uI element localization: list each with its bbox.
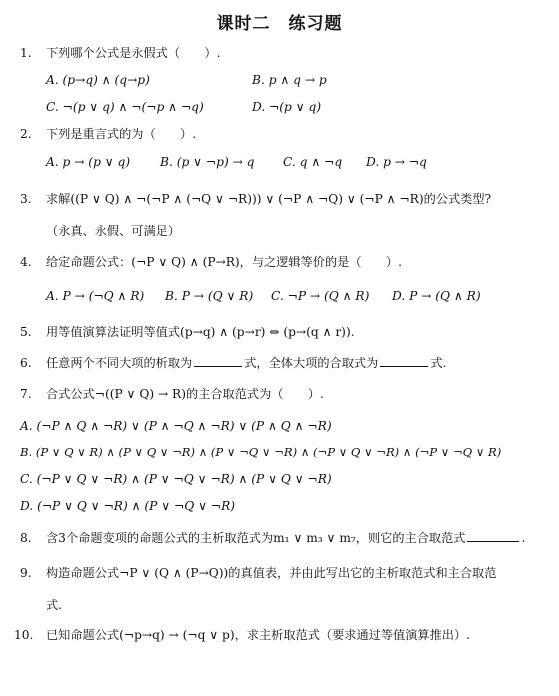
- question-number: 4.: [20, 255, 32, 269]
- q4-option-c: C. ¬P → (Q ∧ R): [271, 289, 370, 303]
- question-number: 5.: [20, 325, 32, 339]
- question-8: [20, 530, 525, 546]
- question-number: 6.: [20, 356, 32, 370]
- question-3: [20, 191, 491, 207]
- question-number: 2.: [20, 127, 32, 141]
- q7-option-b: B. (P ∨ Q ∨ R) ∧ (P ∨ Q ∨ ¬R) ∧ (P ∨ ¬Q ∨ ¬R) ∧ (¬P ∨ Q ∨ ¬R) ∧ (¬P ∨ ¬Q ∨ R): [20, 445, 502, 459]
- answer-blank[interactable]: [194, 355, 242, 367]
- question-number: 8.: [20, 531, 32, 545]
- q1-option-a: A. (p→q) ∧ (q→p): [46, 73, 150, 87]
- question-9: [20, 565, 496, 581]
- question-1: [20, 45, 221, 61]
- q4-option-a: A. P → (¬Q ∧ R): [46, 289, 145, 303]
- question-5: [20, 324, 355, 340]
- question-10: [14, 627, 470, 643]
- question-stem-part: 任意两个不同大项的析取为: [46, 356, 193, 370]
- q4-option-d: D. P → (Q ∧ R): [392, 289, 481, 303]
- q2-option-d: D. p → ¬q: [366, 155, 427, 169]
- question-stem: 给定命题公式：(¬P ∨ Q) ∧ (P→R)，与之逻辑等价的是（ ）.: [46, 255, 402, 269]
- q1-option-c: C. ¬(p ∨ q) ∧ ¬(¬p ∧ ¬q): [46, 100, 204, 114]
- question-stem: 已知命题公式(¬p→q) → (¬q ∨ p)，求主析取范式（要求通过等值演算推出）.: [46, 628, 471, 642]
- question-stem-part: 式，全体大项的合取式为: [244, 356, 379, 370]
- q7-option-d: D. (¬P ∨ Q ∨ ¬R) ∧ (P ∨ ¬Q ∨ ¬R): [20, 499, 236, 513]
- question-6: [20, 355, 446, 371]
- q9-continuation: 式.: [46, 598, 63, 612]
- answer-blank[interactable]: [467, 530, 519, 542]
- question-number: 1.: [20, 46, 32, 60]
- q2-option-b: B. (p ∨ ¬p) → q: [160, 155, 255, 169]
- q7-option-c: C. (¬P ∨ Q ∨ ¬R) ∧ (P ∨ ¬Q ∨ ¬R) ∧ (P ∨ Q ∨ ¬R): [20, 472, 332, 486]
- q1-option-b: B. p ∧ q → p: [252, 73, 327, 87]
- q4-option-b: B. P → (Q ∨ R): [165, 289, 254, 303]
- q7-option-a: A. (¬P ∧ Q ∧ ¬R) ∨ (P ∧ ¬Q ∧ ¬R) ∨ (P ∧ Q ∧ ¬R): [20, 419, 332, 433]
- question-stem: 含3个命题变项的命题公式的主析取范式为m₁ ∨ m₃ ∨ m₇，则它的主合取范式: [46, 531, 466, 545]
- question-stem: 合式公式¬((P ∨ Q) → R)的主合取范式为（ ）.: [46, 387, 324, 401]
- question-stem: 下列哪个公式是永假式（ ）.: [46, 46, 221, 60]
- q3-note: （永真、永假、可满足）: [46, 224, 181, 238]
- question-number: 7.: [20, 387, 32, 401]
- question-stem-part: 式.: [430, 356, 447, 370]
- question-4: [20, 254, 402, 270]
- question-stem: 下列是重言式的为（ ）.: [46, 127, 197, 141]
- question-stem: 用等值演算法证明等值式(p→q) ∧ (p→r) ⇔ (p→(q ∧ r)).: [46, 325, 355, 339]
- question-stem: 求解((P ∨ Q) ∧ ¬(¬P ∧ (¬Q ∨ ¬R))) ∨ (¬P ∧ ¬Q) ∨ (¬P ∧ ¬R)的公式类型?: [46, 192, 492, 206]
- answer-blank[interactable]: [380, 355, 428, 367]
- q2-option-c: C. q ∧ ¬q: [283, 155, 343, 169]
- question-number: 9.: [20, 566, 32, 580]
- page-title: 课时二 练习题: [216, 14, 343, 34]
- question-number: 10.: [14, 628, 34, 642]
- question-number: 3.: [20, 192, 32, 206]
- question-stem: 构造命题公式¬P ∨ (Q ∧ (P→Q))的真值表，并由此写出它的主析取范式和主合取范: [46, 566, 497, 580]
- q1-option-d: D. ¬(p ∨ q): [252, 100, 322, 114]
- q2-option-a: A. p → (p ∨ q): [46, 155, 131, 169]
- question-2: [20, 126, 196, 142]
- question-end-mark: .: [521, 531, 526, 545]
- question-7: [20, 386, 324, 402]
